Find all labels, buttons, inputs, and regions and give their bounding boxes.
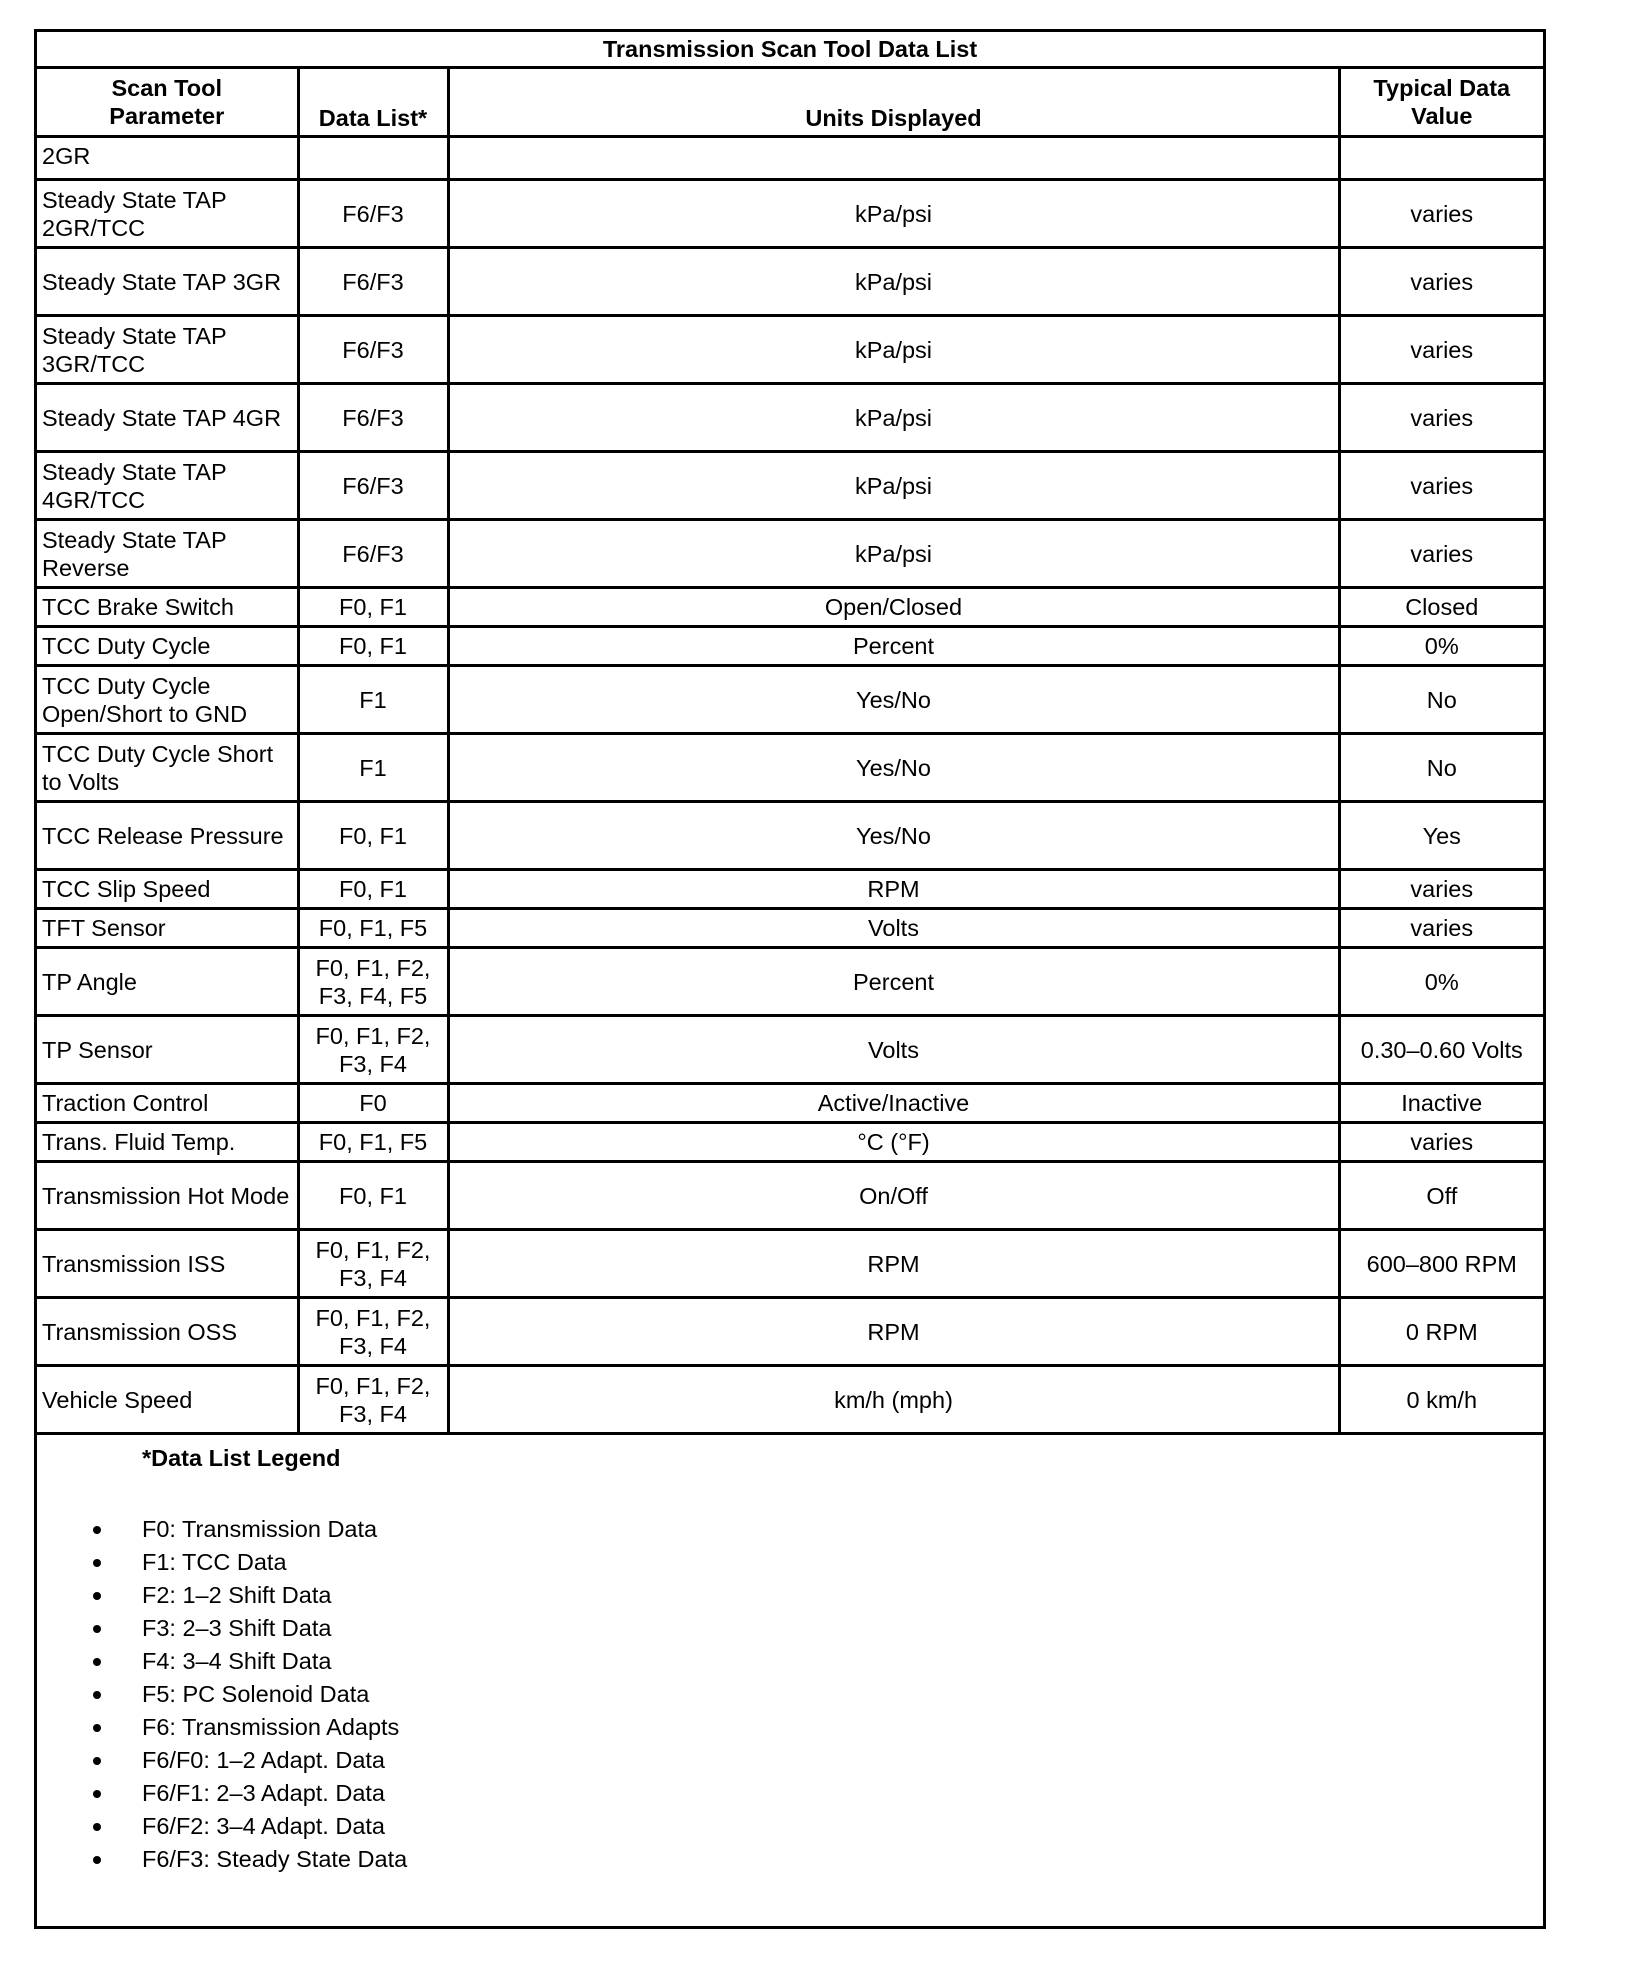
- units-cell: [448, 137, 1339, 180]
- table-row: [37, 384, 1543, 452]
- bullet-icon: [93, 1691, 101, 1699]
- data-list-cell: F6/F3: [298, 520, 448, 588]
- legend-item: [37, 1843, 407, 1876]
- parameter-cell: Transmission ISS: [37, 1230, 298, 1298]
- data-list-cell: F6/F3: [298, 180, 448, 248]
- data-list-cell: F6/F3: [298, 316, 448, 384]
- table-row: [37, 909, 1543, 948]
- table-row: [37, 180, 1543, 248]
- table-title: Transmission Scan Tool Data List: [37, 32, 1543, 68]
- units-cell: km/h (mph): [448, 1366, 1339, 1434]
- units-cell: Active/Inactive: [448, 1084, 1339, 1123]
- data-list-cell: F0, F1, F2, F3, F4: [298, 1016, 448, 1084]
- data-list-cell: F1: [298, 734, 448, 802]
- header-typical-data-value: Typical Data Value: [1339, 68, 1543, 137]
- table-row: [37, 627, 1543, 666]
- legend-item-label: F2: 1–2 Shift Data: [142, 1582, 332, 1608]
- data-list-cell: F0, F1, F2, F3, F4: [298, 1298, 448, 1366]
- parameter-cell: TCC Brake Switch: [37, 588, 298, 627]
- data-list-cell: F1: [298, 666, 448, 734]
- parameter-cell: TCC Duty Cycle Open/Short to GND: [37, 666, 298, 734]
- parameter-cell: Steady State TAP 3GR/TCC: [37, 316, 298, 384]
- table-row: [37, 588, 1543, 627]
- typical-value-cell: 600–800 RPM: [1339, 1230, 1543, 1298]
- legend-item: [37, 1579, 407, 1612]
- scan-tool-data-document: [34, 29, 1546, 1929]
- parameter-cell: Trans. Fluid Temp.: [37, 1123, 298, 1162]
- table-row: [37, 666, 1543, 734]
- bullet-icon: [93, 1625, 101, 1633]
- header-units-displayed: Units Displayed: [448, 68, 1339, 137]
- units-cell: Yes/No: [448, 734, 1339, 802]
- typical-value-cell: Yes: [1339, 802, 1543, 870]
- table-title-row: [37, 32, 1543, 68]
- units-cell: kPa/psi: [448, 384, 1339, 452]
- parameter-cell: Steady State TAP 3GR: [37, 248, 298, 316]
- typical-value-cell: varies: [1339, 870, 1543, 909]
- typical-value-cell: 0 RPM: [1339, 1298, 1543, 1366]
- data-list-cell: F0, F1, F2, F3, F4: [298, 1230, 448, 1298]
- units-cell: Yes/No: [448, 666, 1339, 734]
- typical-value-cell: Off: [1339, 1162, 1543, 1230]
- table-row: [37, 734, 1543, 802]
- legend-item-label: F0: Transmission Data: [142, 1516, 378, 1542]
- legend-item: [37, 1744, 407, 1777]
- units-cell: kPa/psi: [448, 180, 1339, 248]
- legend-item: [37, 1777, 407, 1810]
- table-row: [37, 948, 1543, 1016]
- typical-value-cell: [1339, 137, 1543, 180]
- bullet-icon: [93, 1823, 101, 1831]
- parameter-cell: Steady State TAP 4GR: [37, 384, 298, 452]
- typical-value-cell: varies: [1339, 909, 1543, 948]
- typical-value-cell: No: [1339, 734, 1543, 802]
- table-row: [37, 248, 1543, 316]
- parameter-cell: TCC Duty Cycle Short to Volts: [37, 734, 298, 802]
- table-row: [37, 1230, 1543, 1298]
- data-list-cell: F0, F1: [298, 1162, 448, 1230]
- units-cell: kPa/psi: [448, 248, 1339, 316]
- typical-value-cell: 0.30–0.60 Volts: [1339, 1016, 1543, 1084]
- table-row: [37, 802, 1543, 870]
- header-scan-tool-parameter: Scan Tool Parameter: [37, 68, 298, 137]
- typical-value-cell: 0%: [1339, 627, 1543, 666]
- typical-value-cell: 0%: [1339, 948, 1543, 1016]
- table-row: [37, 870, 1543, 909]
- legend-item: [37, 1810, 407, 1843]
- table-row: [37, 452, 1543, 520]
- parameter-cell: TCC Release Pressure: [37, 802, 298, 870]
- header-row: [37, 68, 1543, 137]
- legend-item-label: F6: Transmission Adapts: [142, 1714, 400, 1740]
- bullet-icon: [93, 1658, 101, 1666]
- units-cell: kPa/psi: [448, 452, 1339, 520]
- data-list-cell: F0, F1: [298, 802, 448, 870]
- parameter-cell: TP Sensor: [37, 1016, 298, 1084]
- bullet-icon: [93, 1559, 101, 1567]
- data-list-cell: [298, 137, 448, 180]
- data-list-cell: F0, F1, F5: [298, 909, 448, 948]
- parameter-cell: TP Angle: [37, 948, 298, 1016]
- table-row: [37, 1123, 1543, 1162]
- legend-item: [37, 1513, 407, 1546]
- typical-value-cell: No: [1339, 666, 1543, 734]
- data-list-cell: F6/F3: [298, 248, 448, 316]
- typical-value-cell: varies: [1339, 452, 1543, 520]
- data-list-cell: F0, F1: [298, 870, 448, 909]
- data-list-cell: F0, F1: [298, 627, 448, 666]
- bullet-icon: [93, 1790, 101, 1798]
- table-row: [37, 520, 1543, 588]
- typical-value-cell: varies: [1339, 520, 1543, 588]
- legend-item-label: F6/F3: Steady State Data: [142, 1846, 408, 1872]
- parameter-cell: Transmission OSS: [37, 1298, 298, 1366]
- units-cell: kPa/psi: [448, 520, 1339, 588]
- units-cell: RPM: [448, 1298, 1339, 1366]
- parameter-cell: Transmission Hot Mode: [37, 1162, 298, 1230]
- table-row: [37, 316, 1543, 384]
- table-row: [37, 137, 1543, 180]
- units-cell: Volts: [448, 909, 1339, 948]
- header-data-list: Data List*: [298, 68, 448, 137]
- legend-item: [37, 1546, 407, 1579]
- typical-value-cell: Closed: [1339, 588, 1543, 627]
- table-row: [37, 1366, 1543, 1434]
- data-list-cell: F6/F3: [298, 384, 448, 452]
- legend-item-label: F6/F2: 3–4 Adapt. Data: [142, 1813, 385, 1839]
- data-list-cell: F0: [298, 1084, 448, 1123]
- units-cell: Percent: [448, 948, 1339, 1016]
- table-row: [37, 1084, 1543, 1123]
- parameter-cell: TCC Slip Speed: [37, 870, 298, 909]
- units-cell: RPM: [448, 1230, 1339, 1298]
- parameter-cell: Steady State TAP Reverse: [37, 520, 298, 588]
- legend-list: [37, 1513, 407, 1876]
- legend-title: *Data List Legend: [142, 1445, 341, 1471]
- units-cell: Open/Closed: [448, 588, 1339, 627]
- parameter-cell: TCC Duty Cycle: [37, 627, 298, 666]
- typical-value-cell: varies: [1339, 1123, 1543, 1162]
- typical-value-cell: varies: [1339, 180, 1543, 248]
- legend-item-label: F6/F0: 1–2 Adapt. Data: [142, 1747, 385, 1773]
- units-cell: Volts: [448, 1016, 1339, 1084]
- data-list-cell: F0, F1, F5: [298, 1123, 448, 1162]
- units-cell: On/Off: [448, 1162, 1339, 1230]
- units-cell: Percent: [448, 627, 1339, 666]
- bullet-icon: [93, 1526, 101, 1534]
- typical-value-cell: Inactive: [1339, 1084, 1543, 1123]
- data-list-cell: F6/F3: [298, 452, 448, 520]
- data-list-cell: F0, F1, F2, F3, F4, F5: [298, 948, 448, 1016]
- units-cell: Yes/No: [448, 802, 1339, 870]
- legend-item-label: F4: 3–4 Shift Data: [142, 1648, 332, 1674]
- parameter-cell: Steady State TAP 4GR/TCC: [37, 452, 298, 520]
- bullet-icon: [93, 1724, 101, 1732]
- parameter-cell: Vehicle Speed: [37, 1366, 298, 1434]
- legend-item: [37, 1612, 407, 1645]
- typical-value-cell: varies: [1339, 248, 1543, 316]
- units-cell: °C (°F): [448, 1123, 1339, 1162]
- data-list-cell: F0, F1: [298, 588, 448, 627]
- parameter-cell: 2GR: [37, 137, 298, 180]
- legend-item: [37, 1678, 407, 1711]
- legend-item-label: F6/F1: 2–3 Adapt. Data: [142, 1780, 385, 1806]
- units-cell: kPa/psi: [448, 316, 1339, 384]
- typical-value-cell: varies: [1339, 384, 1543, 452]
- legend-item-label: F5: PC Solenoid Data: [142, 1681, 370, 1707]
- legend-item: [37, 1645, 407, 1678]
- bullet-icon: [93, 1856, 101, 1864]
- parameter-cell: TFT Sensor: [37, 909, 298, 948]
- units-cell: RPM: [448, 870, 1339, 909]
- table-row: [37, 1162, 1543, 1230]
- parameter-cell: Traction Control: [37, 1084, 298, 1123]
- typical-value-cell: varies: [1339, 316, 1543, 384]
- legend-item-label: F1: TCC Data: [142, 1549, 287, 1575]
- bullet-icon: [93, 1757, 101, 1765]
- legend-item: [37, 1711, 407, 1744]
- bullet-icon: [93, 1592, 101, 1600]
- table-row: [37, 1016, 1543, 1084]
- parameter-cell: Steady State TAP 2GR/TCC: [37, 180, 298, 248]
- typical-value-cell: 0 km/h: [1339, 1366, 1543, 1434]
- data-list-table: [37, 32, 1543, 1435]
- data-list-cell: F0, F1, F2, F3, F4: [298, 1366, 448, 1434]
- table-row: [37, 1298, 1543, 1366]
- legend-item-label: F3: 2–3 Shift Data: [142, 1615, 332, 1641]
